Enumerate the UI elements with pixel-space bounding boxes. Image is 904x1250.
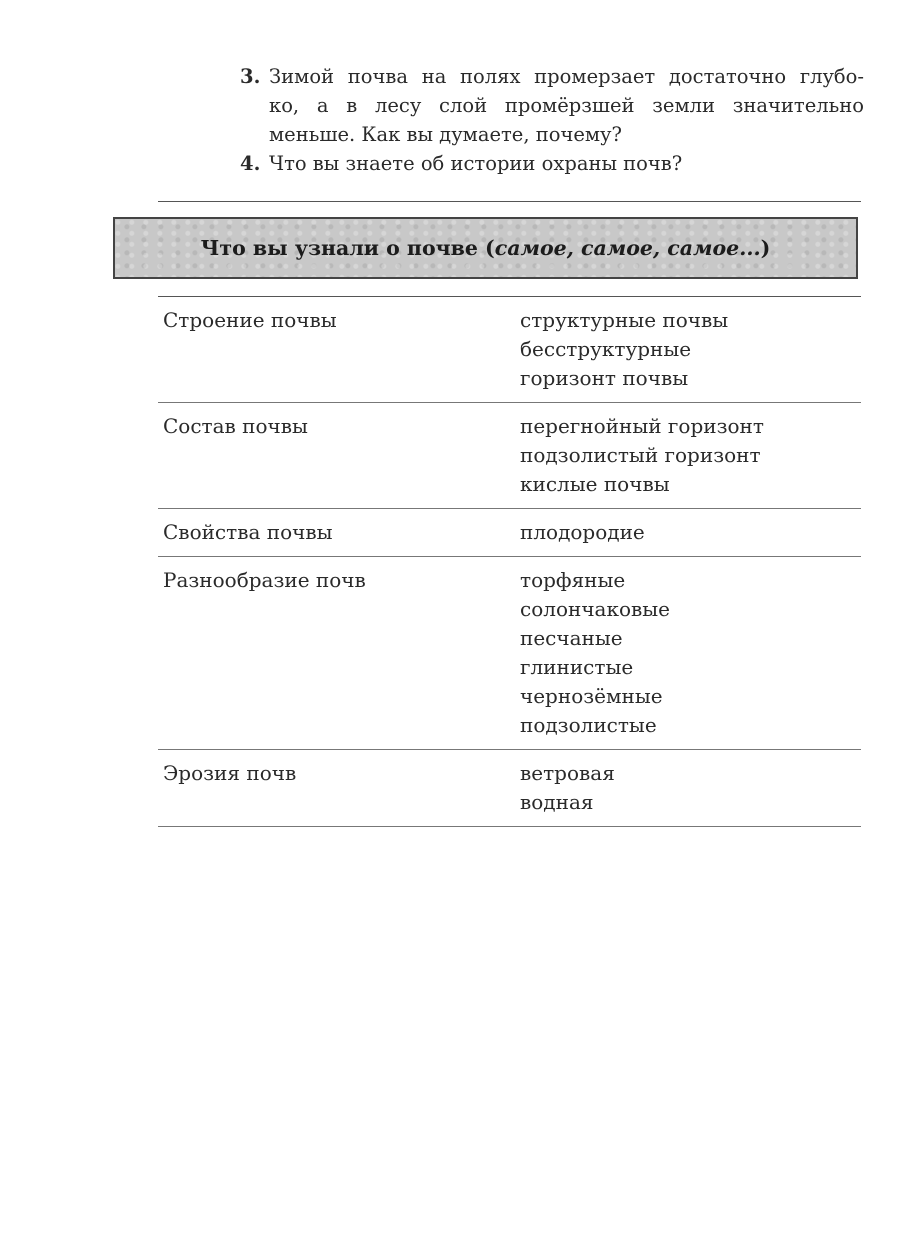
- table-item: глинистые: [520, 655, 634, 679]
- question-text: [269, 149, 864, 178]
- table-items: [520, 306, 861, 393]
- table-item: ветровая: [520, 761, 615, 785]
- question-4: [236, 149, 864, 178]
- question-number: 3.: [240, 65, 261, 88]
- banner-prefix: Что вы узнали о почве (: [200, 236, 495, 260]
- table-term: Состав почвы: [163, 414, 308, 438]
- table-row: [158, 750, 861, 826]
- table-item: плодородие: [520, 520, 645, 544]
- table-row: [158, 557, 861, 749]
- table-term: Свойства почвы: [163, 520, 333, 544]
- table-item: чернозёмные: [520, 684, 663, 708]
- question-line: меньше. Как вы думаете, почему?: [269, 123, 622, 146]
- summary-table: [158, 296, 861, 827]
- table-row: [158, 403, 861, 508]
- table-term: Строение почвы: [163, 308, 337, 332]
- table-item: подзолистый горизонт: [520, 443, 761, 467]
- table-item: бесструктурные: [520, 337, 692, 361]
- summary-banner: [113, 217, 858, 279]
- table-row: [158, 297, 861, 402]
- table-item: горизонт почвы: [520, 366, 689, 390]
- table-items: [520, 566, 861, 740]
- table-item: кислые почвы: [520, 472, 670, 496]
- banner-emphasis: самое, самое, самое...: [494, 236, 761, 260]
- question-line: Что вы знаете об истории охраны почв?: [269, 152, 683, 175]
- table-item: структурные почвы: [520, 308, 729, 332]
- question-line: Зимой почва на полях промерзает достаточно глубо-: [269, 65, 864, 88]
- banner-title: [201, 236, 771, 260]
- section-divider: [158, 201, 861, 202]
- table-items: [520, 412, 861, 499]
- table-term: Разнообразие почв: [163, 568, 366, 592]
- question-3: [236, 62, 864, 149]
- question-line: ко, а в лесу слой промёрзшей земли значительно: [269, 94, 864, 117]
- table-term: Эрозия почв: [163, 761, 297, 785]
- banner-suffix: ): [760, 236, 771, 260]
- table-item: песчаные: [520, 626, 623, 650]
- table-item: подзолистые: [520, 713, 657, 737]
- table-items: [520, 759, 861, 817]
- table-items: [520, 518, 861, 547]
- table-item: солончаковые: [520, 597, 671, 621]
- table-item: торфяные: [520, 568, 626, 592]
- row-divider: [158, 826, 861, 827]
- question-number: 4.: [240, 152, 261, 175]
- table-row: [158, 509, 861, 556]
- questions-list: [236, 62, 864, 178]
- table-item: водная: [520, 790, 594, 814]
- question-text: [269, 62, 864, 149]
- table-item: перегнойный горизонт: [520, 414, 764, 438]
